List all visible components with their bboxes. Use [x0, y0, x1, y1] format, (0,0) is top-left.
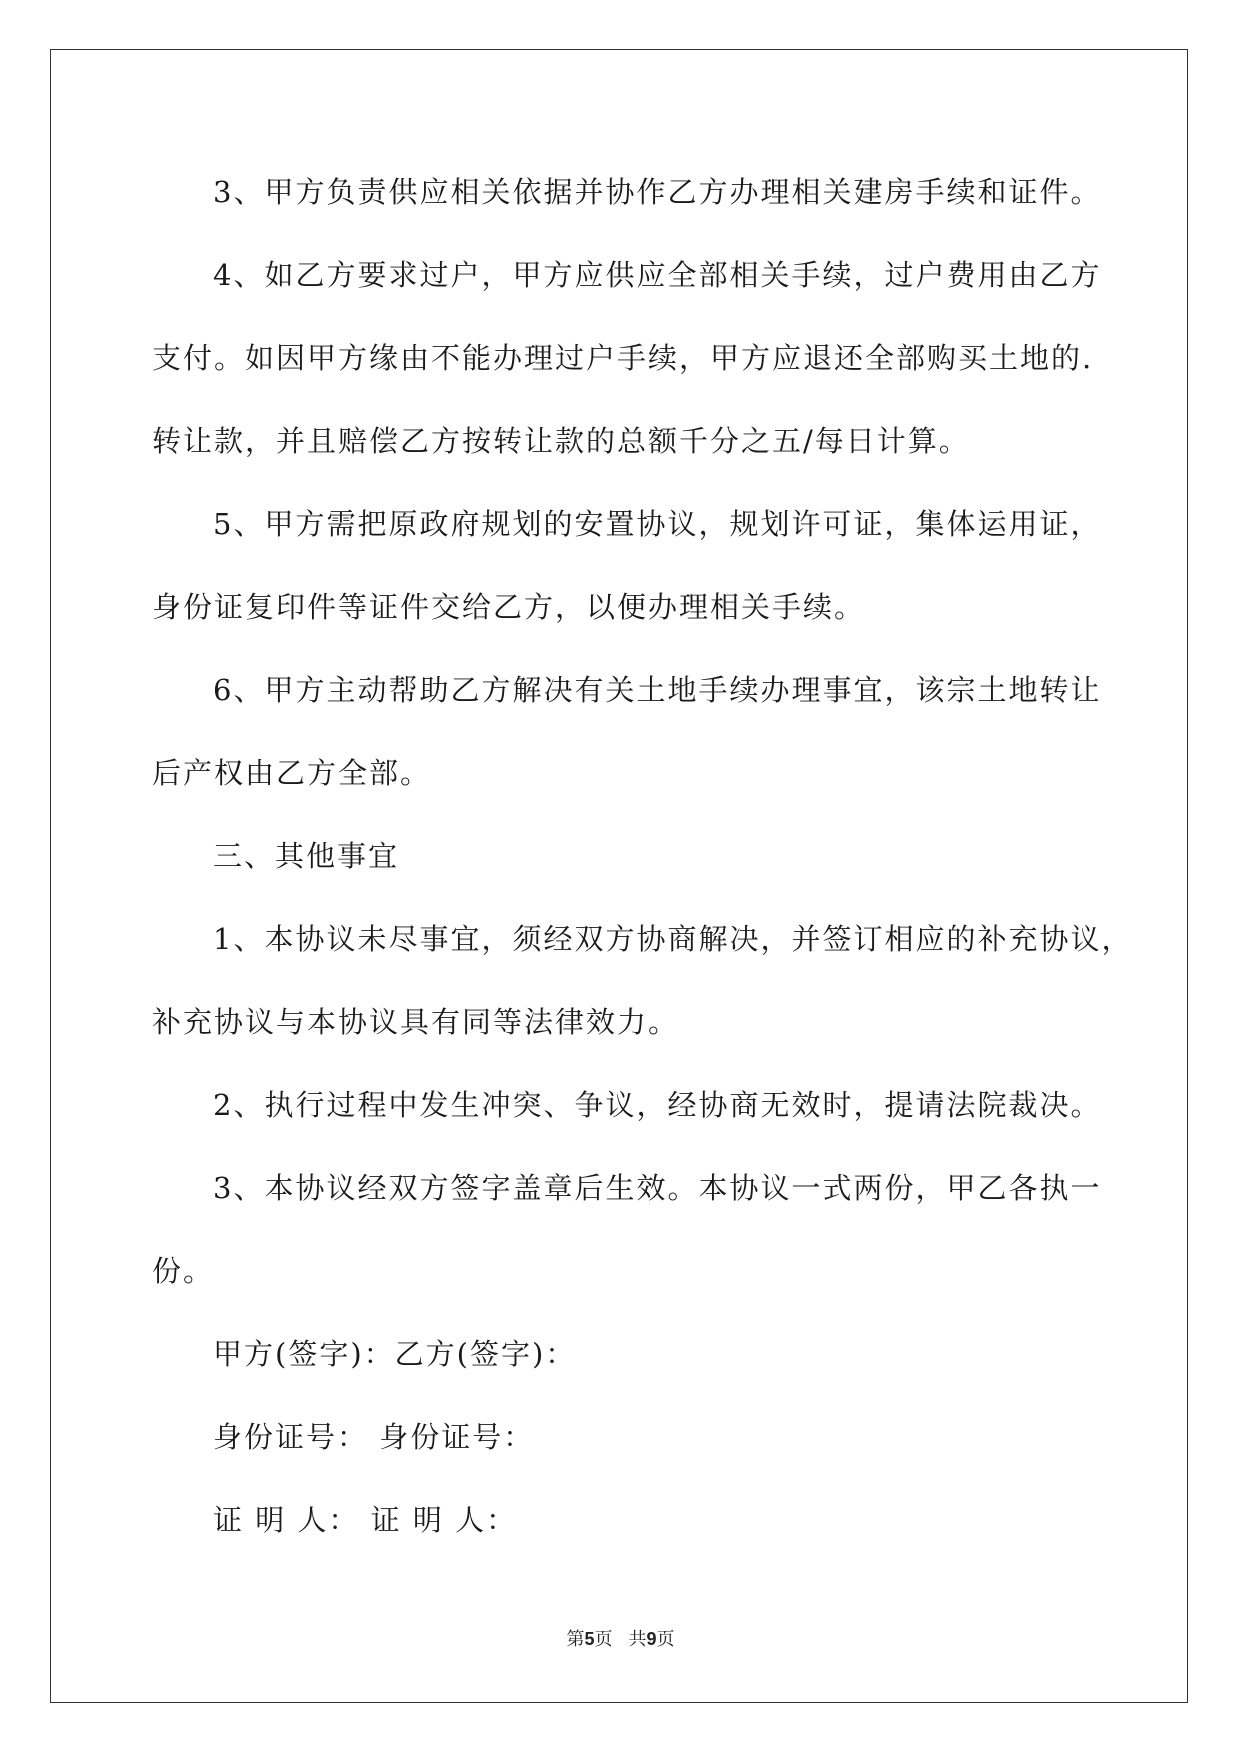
signature-line: 甲方(签字)：乙方(签字)： [213, 1337, 577, 1371]
paragraph-line: 转让款，并且赔偿乙方按转让款的总额千分之五/每日计算。 [152, 424, 970, 458]
paragraph-line: 身份证复印件等证件交给乙方，以便办理相关手续。 [152, 590, 866, 624]
paragraph-line: 2、执行过程中发生冲突、争议，经协商无效时，提请法院裁决。 [213, 1088, 1102, 1122]
paragraph-line: 4、如乙方要求过户，甲方应供应全部相关手续，过户费用由乙方 [213, 258, 1102, 292]
current-page-number: 5 [584, 1629, 595, 1649]
section-heading: 三、其他事宜 [213, 839, 400, 873]
total-prefix: 共 [628, 1629, 647, 1650]
page-prefix: 第 [566, 1629, 585, 1650]
total-suffix: 页 [656, 1629, 675, 1650]
total-page-number: 9 [646, 1629, 657, 1649]
paragraph-line: 后产权由乙方全部。 [152, 756, 432, 790]
page-suffix: 页 [594, 1629, 613, 1650]
paragraph-line: 1、本协议未尽事宜，须经双方协商解决，并签订相应的补充协议， [213, 922, 1133, 956]
paragraph-line: 支付。如因甲方缘由不能办理过户手续，甲方应退还全部购买土地的. [152, 341, 1094, 375]
page-footer [0, 1627, 1241, 1652]
paragraph-line: 6、甲方主动帮助乙方解决有关土地手续办理事宜，该宗土地转让 [213, 673, 1102, 707]
witness-line: 证 明 人： 证 明 人： [213, 1503, 518, 1537]
paragraph-line: 补充协议与本协议具有同等法律效力。 [152, 1005, 680, 1039]
id-number-line: 身份证号： 身份证号： [213, 1420, 535, 1454]
paragraph-line: 3、本协议经双方签字盖章后生效。本协议一式两份，甲乙各执一 [213, 1171, 1102, 1205]
paragraph-line: 5、甲方需把原政府规划的安置协议，规划许可证，集体运用证， [213, 507, 1102, 541]
paragraph-line: 份。 [152, 1254, 215, 1288]
paragraph-line: 3、甲方负责供应相关依据并协作乙方办理相关建房手续和证件。 [213, 175, 1102, 209]
